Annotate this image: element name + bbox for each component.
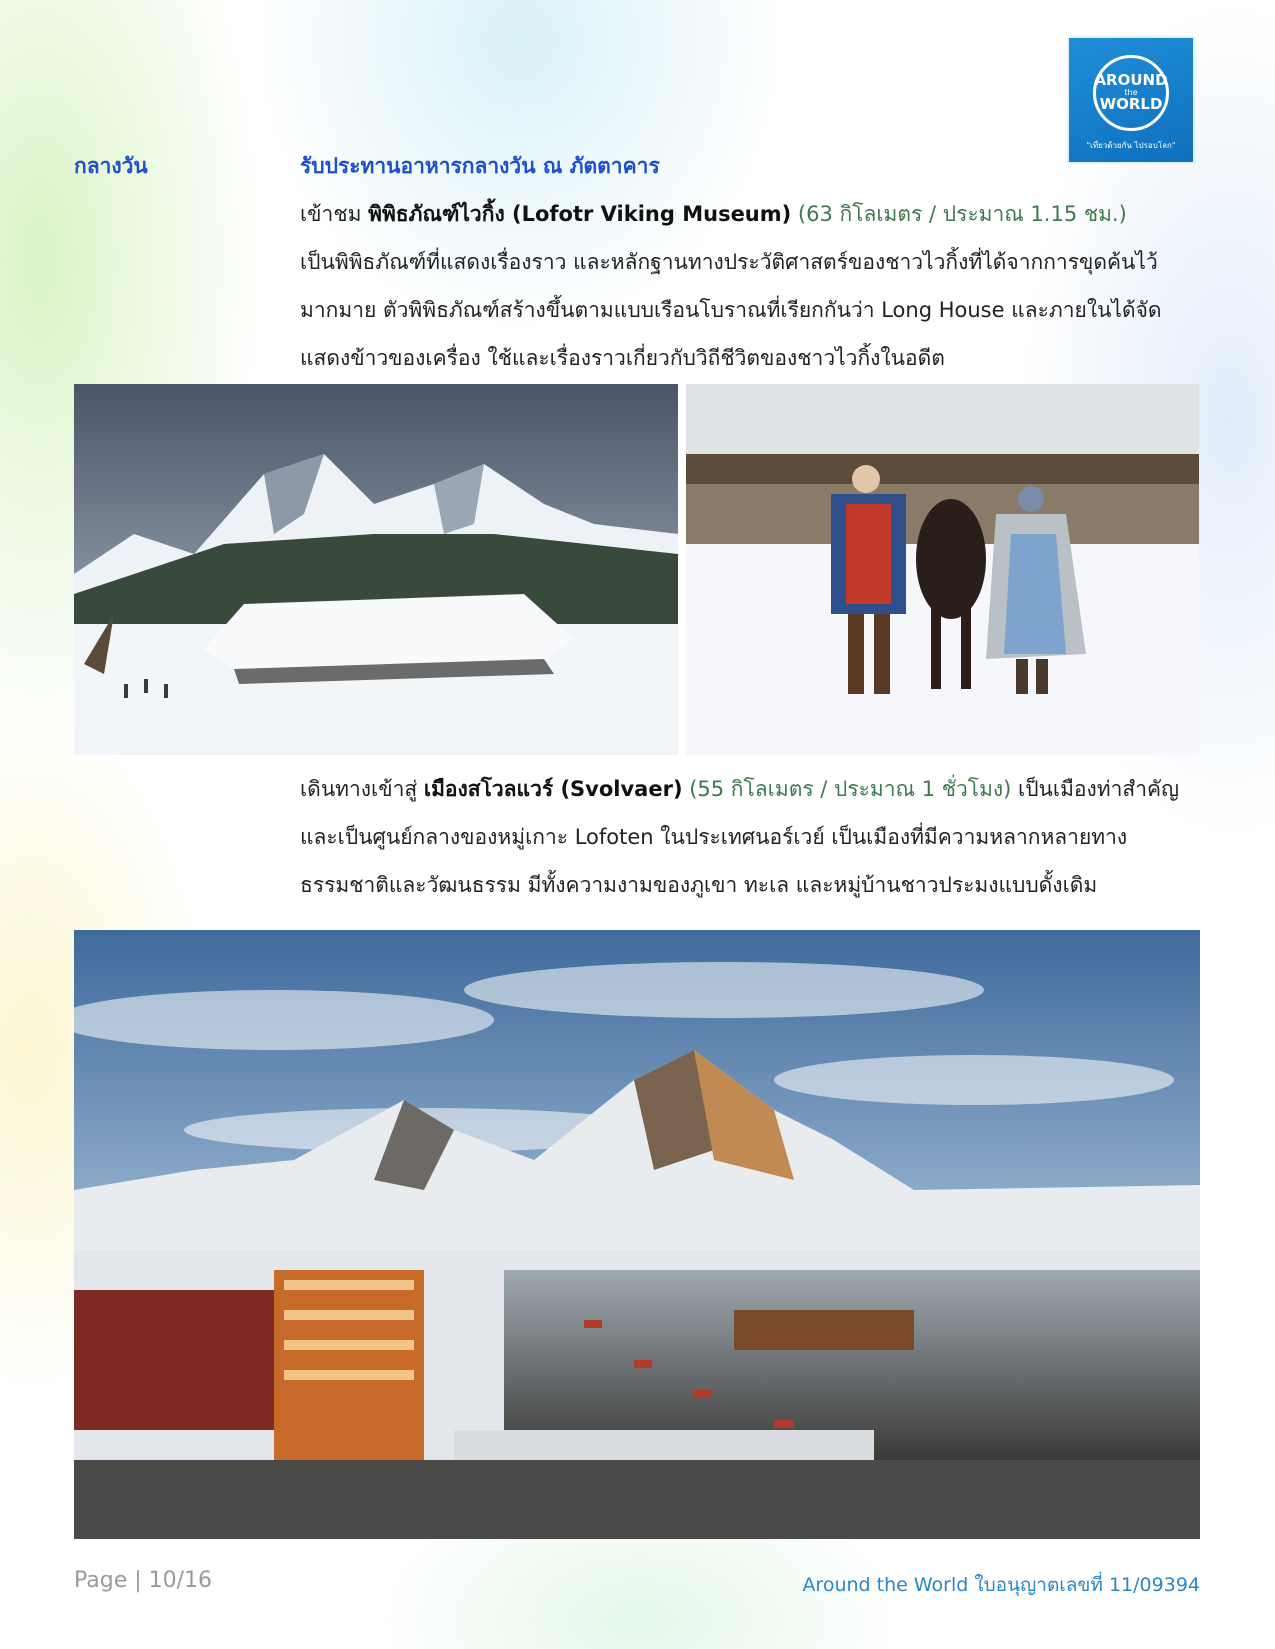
svolvaer-distance: (55 กิโลเมตร / ประมาณ 1 ชั่วโมง) xyxy=(682,777,1012,801)
page-number: Page | 10/16 xyxy=(74,1568,213,1593)
museum-intro: เข้าชม xyxy=(300,202,369,226)
viking-costume-photo xyxy=(686,384,1199,755)
museum-name: พิพิธภัณฑ์ไวกิ้ง (Lofotr Viking Museum) xyxy=(368,202,792,226)
svolvaer-name: เมืองสโวลแวร์ (Svolvaer) xyxy=(423,777,683,801)
svolvaer-description: เป็นเมืองท่าสำคัญและเป็นศูนย์กลางของหมู่เกาะ Lofoten ในประเทศนอร์เวย์ เป็นเมืองที่มีความหลากหลายทางธรรมชาติและวัฒนธรรม มีทั้งความงามของภูเขา ทะเล และหมู่บ้านชาวประมงแบบดั้งเดิม xyxy=(300,777,1179,897)
company-logo xyxy=(1067,36,1195,164)
museum-paragraph xyxy=(300,190,1200,382)
logo-text-the: the xyxy=(1124,88,1138,97)
viking-longhouse-photo xyxy=(74,384,678,755)
museum-description: เป็นพิพิธภัณฑ์ที่แสดงเรื่องราว และหลักฐานทางประวัติศาสตร์ของชาวไวกิ้งที่ได้จากการขุดค้นไว้มากมาย ตัวพิพิธภัณฑ์สร้างขึ้นตามแบบเรือนโบราณที่เรียกกันว่า Long House และภายในได้จัดแสดงข้าวของเครื่อง ใช้และเรื่องราวเกี่ยวกับวิถีชีวิตของชาวไวกิ้งในอดีต xyxy=(300,250,1162,370)
svolvaer-intro: เดินทางเข้าสู่ xyxy=(300,777,424,801)
svolvaer-paragraph xyxy=(300,765,1200,909)
logo-text-around: AROUND xyxy=(1094,71,1168,89)
museum-distance: (63 กิโลเมตร / ประมาณ 1.15 ชม.) xyxy=(791,202,1127,226)
lunch-heading: รับประทานอาหารกลางวัน ณ ภัตตาคาร xyxy=(300,154,660,178)
time-label: กลางวัน xyxy=(74,154,148,178)
logo-tagline: "เที่ยวด้วยกัน ไปรอบโลก" xyxy=(1086,140,1176,150)
license-text: Around the World ใบอนุญาตเลขที่ 11/09394 xyxy=(802,1574,1200,1596)
globe-icon xyxy=(1093,55,1169,131)
svolvaer-harbor-photo xyxy=(74,930,1200,1539)
logo-text-world: WORLD xyxy=(1099,95,1163,113)
